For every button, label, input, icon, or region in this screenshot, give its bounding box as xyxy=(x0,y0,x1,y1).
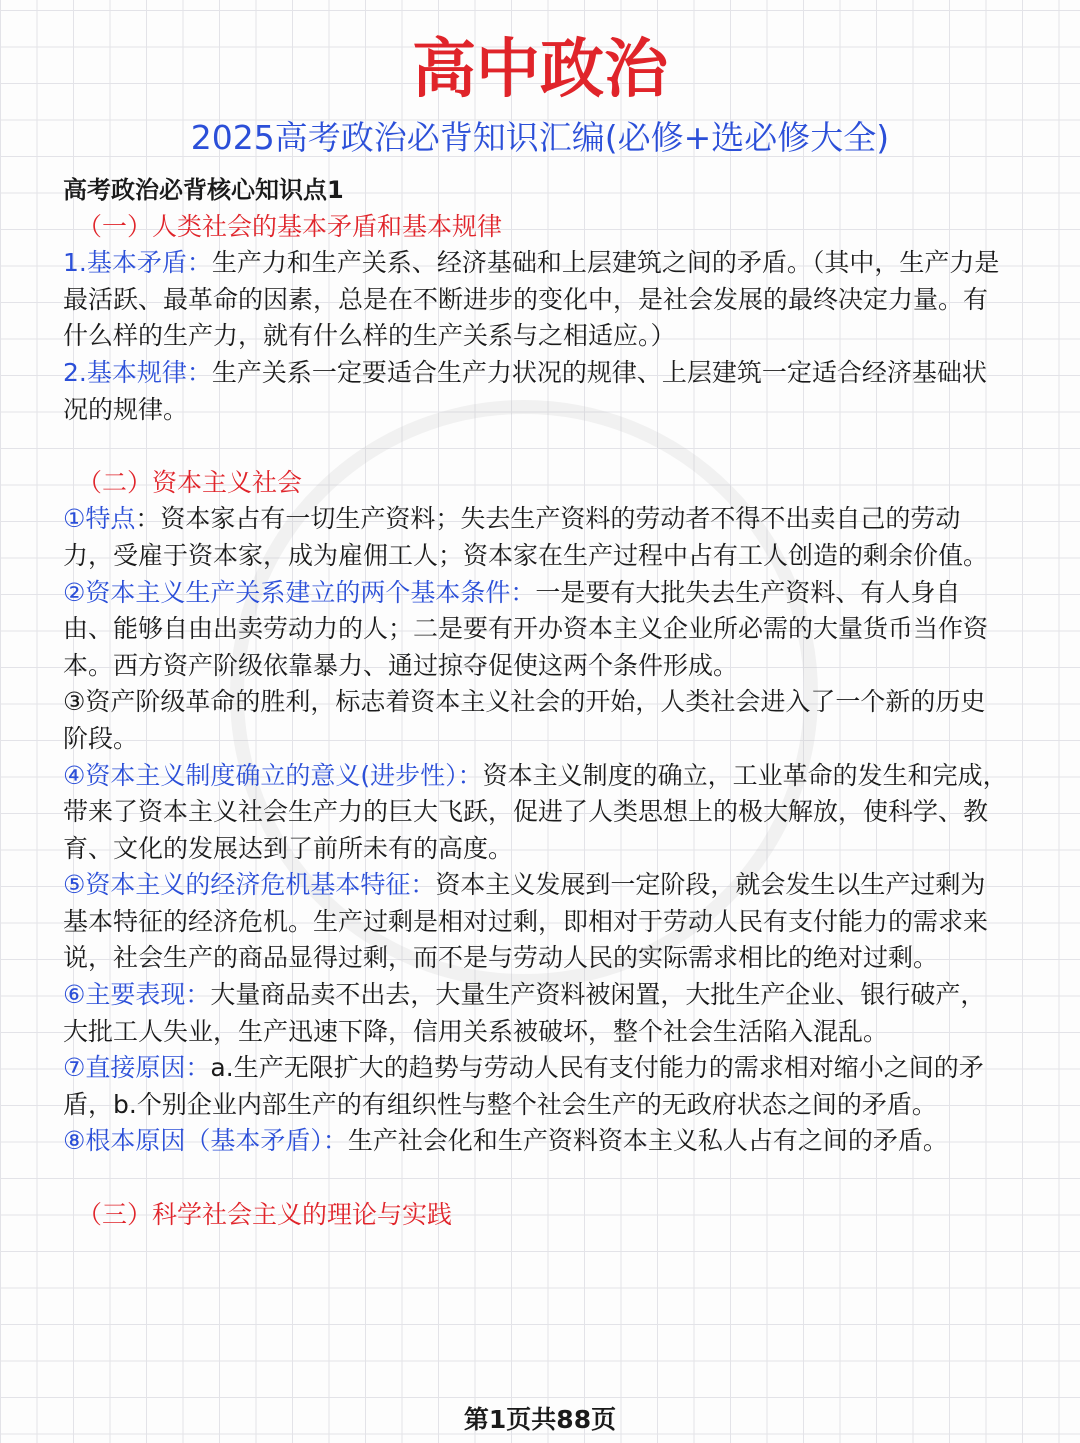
list-item xyxy=(63,575,1008,685)
section-3-title: （三）科学社会主义的理论与实践 xyxy=(77,1199,453,1229)
list-item xyxy=(63,1123,1008,1160)
list-item xyxy=(63,355,1008,428)
item-text: 资本主义发展到一定阶段，就会发生以生产过剩为基本特征的经济危机。生产过剩是相对过剩，即相对于劳动人民有支付能力的需求来说，社会生产的商品显得过剩，而不是与劳动人民的实际需求相比的绝对过剩。 xyxy=(63,870,989,973)
list-item xyxy=(63,758,1008,868)
item-label: ⑧根本原因（基本矛盾）： xyxy=(63,1126,348,1156)
list-item xyxy=(63,684,1008,757)
item-text: ：资本家占有一切生产资料；失去生产资料的劳动者不得不出卖自己的劳动力，受雇于资本家，成为雇佣工人；资本家在生产过程中占有工人创造的剩余价值。 xyxy=(63,504,989,570)
item-text: 一是要有大批失去生产资料、有人身自由、能够自由出卖劳动力的人；二是要有开办资本主义企业所必需的大量货币当作资本。西方资产阶级依靠暴力、通过掠夺促使这两个条件形成。 xyxy=(63,577,989,680)
section-2-title: （二）资本主义社会 xyxy=(77,467,303,497)
item-label: ⑥主要表现： xyxy=(63,980,211,1010)
item-label: ⑤资本主义的经济危机基本特征： xyxy=(63,870,436,900)
item-text: 生产社会化和生产资料资本主义私人占有之间的矛盾。 xyxy=(347,1126,948,1156)
item-label: ②资本主义生产关系建立的两个基本条件： xyxy=(63,577,536,607)
item-text: a.生产无限扩大的趋势与劳动人民有支付能力的需求相对缩小之间的矛盾，b.个别企业内部生产的有组织性与整个社会生产的无政府状态之间的矛盾。 xyxy=(63,1053,984,1119)
list-item xyxy=(63,245,1008,355)
page-number: 第1页共88页 xyxy=(463,1405,617,1434)
item-text: ③资产阶级革命的胜利，标志着资本主义社会的开始，人类社会进入了一个新的历史阶段。 xyxy=(63,687,986,753)
item-label: 2.基本规律： xyxy=(63,357,212,387)
item-label: 1.基本矛盾： xyxy=(63,248,212,278)
list-item xyxy=(63,1050,1008,1123)
list-item xyxy=(63,977,1008,1050)
item-label: ④资本主义制度确立的意义(进步性）： xyxy=(63,760,483,790)
item-text: 生产关系一定要适合生产力状况的规律、上层建筑一定适合经济基础状况的规律。 xyxy=(63,357,987,424)
document-body xyxy=(63,172,1008,1233)
section-heading: 高考政治必背核心知识点1 xyxy=(63,176,344,204)
item-label: ⑦直接原因： xyxy=(63,1053,211,1083)
item-text: 大量商品卖不出去，大量生产资料被闲置，大批生产企业、银行破产，大批工人失业，生产迅速下降，信用关系被破坏，整个社会生活陷入混乱。 xyxy=(63,980,986,1046)
item-text: 生产力和生产关系、经济基础和上层建筑之间的矛盾。（其中，生产力是最活跃、最革命的因素，总是在不断进步的变化中，是社会发展的最终决定力量。有什么样的生产力，就有什么样的生产关系与之相适应。） xyxy=(63,248,1000,351)
page-title: 高中政治 xyxy=(412,33,668,107)
item-label: ①特点 xyxy=(63,504,136,534)
list-item xyxy=(63,501,1008,574)
page-subtitle: 2025高考政治必背知识汇编(必修+选必修大全) xyxy=(190,118,890,157)
section-1-title: （一）人类社会的基本矛盾和基本规律 xyxy=(77,211,503,241)
item-text: 资本主义制度的确立，工业革命的发生和完成，带来了资本主义社会生产力的巨大飞跃，促进了人类思想上的极大解放，使科学、教育、文化的发展达到了前所未有的高度。 xyxy=(63,760,1008,863)
list-item xyxy=(63,867,1008,977)
